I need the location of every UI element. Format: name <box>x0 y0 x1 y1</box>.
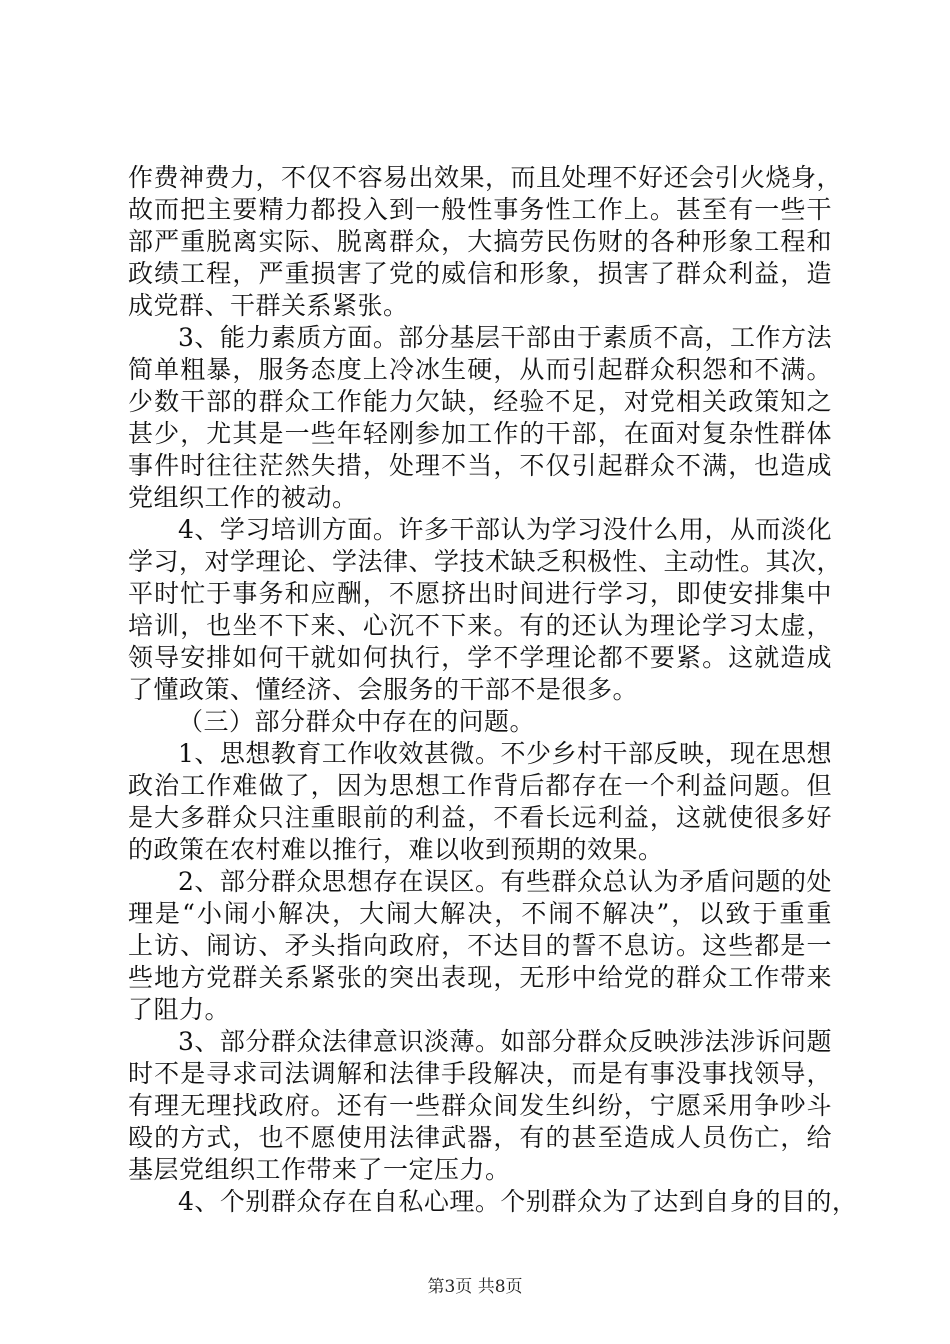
text-line: 些地方党群关系紧张的突出表现，无形中给党的群众工作带来 <box>128 963 832 992</box>
text-line: 殴的方式，也不愿使用法律武器，有的甚至造成人员伤亡，给 <box>128 1123 832 1152</box>
text-line: 了懂政策、懂经济、会服务的干部不是很多。 <box>128 675 639 704</box>
text-line: 党组织工作的被动。 <box>128 483 358 512</box>
paragraph-heading-education: 1、思想教育工作收效甚微。不少乡村干部反映，现在思想 <box>178 739 832 768</box>
section-heading: （三）部分群众中存在的问题。 <box>178 707 536 736</box>
document-body <box>128 162 858 1218</box>
text-line: 平时忙于事务和应酬，不愿挤出时间进行学习，即使安排集中 <box>128 579 832 608</box>
paragraph-heading-selfish: 4、个别群众存在自私心理。个别群众为了达到自身的目的， <box>178 1187 858 1216</box>
text-line: 政绩工程，严重损害了党的威信和形象，损害了群众利益，造 <box>128 259 832 288</box>
text-line: 基层党组织工作带来了一定压力。 <box>128 1155 511 1184</box>
text-line: 成党群、干群关系紧张。 <box>128 291 409 320</box>
text-line: 少数干部的群众工作能力欠缺，经验不足，对党相关政策知之 <box>128 387 832 416</box>
text-line: 理是“小闹小解决，大闹大解决，不闹不解决”，以致于重重 <box>128 899 832 928</box>
text-line: 政治工作难做了，因为思想工作背后都存在一个利益问题。但 <box>128 771 832 800</box>
text-line: 甚少，尤其是一些年轻刚参加工作的干部，在面对复杂性群体 <box>128 419 832 448</box>
text-line: 有理无理找政府。还有一些群众间发生纠纷，宁愿采用争吵斗 <box>128 1091 832 1120</box>
text-line: 了阻力。 <box>128 995 231 1024</box>
text-line: 培训，也坐不下来、心沉不下来。有的还认为理论学习太虚， <box>128 611 832 640</box>
text-line: 部严重脱离实际、脱离群众，大搞劳民伤财的各种形象工程和 <box>128 227 832 256</box>
text-line: 的政策在农村难以推行，难以收到预期的效果。 <box>128 835 664 864</box>
text-line: 故而把主要精力都投入到一般性事务性工作上。甚至有一些干 <box>128 195 832 224</box>
text-line: 上访、闹访、矛头指向政府，不达目的誓不息访。这些都是一 <box>128 931 832 960</box>
text-line: 时不是寻求司法调解和法律手段解决，而是有事没事找领导， <box>128 1059 832 1088</box>
paragraph-heading-training: 4、学习培训方面。许多干部认为学习没什么用，从而淡化 <box>178 515 832 544</box>
text-line: 作费神费力，不仅不容易出效果，而且处理不好还会引火烧身， <box>128 163 843 192</box>
text-line: 是大多群众只注重眼前的利益，不看长远利益，这就使很多好 <box>128 803 832 832</box>
text-line: 学习，对学理论、学法律、学技术缺乏积极性、主动性。其次， <box>128 547 843 576</box>
paragraph-heading-legal: 3、部分群众法律意识淡薄。如部分群众反映涉法涉诉问题 <box>178 1027 832 1056</box>
paragraph-heading-ability: 3、能力素质方面。部分基层干部由于素质不高，工作方法 <box>178 323 832 352</box>
text-line: 事件时往往茫然失措，处理不当，不仅引起群众不满，也造成 <box>128 451 832 480</box>
paragraph-heading-misconception: 2、部分群众思想存在误区。有些群众总认为矛盾问题的处 <box>178 867 832 896</box>
text-line: 简单粗暴，服务态度上冷冰生硬，从而引起群众积怨和不满。 <box>128 355 832 384</box>
page-number-footer: 第3页 共8页 <box>427 1277 523 1297</box>
text-line: 领导安排如何干就如何执行，学不学理论都不要紧。这就造成 <box>128 643 832 672</box>
